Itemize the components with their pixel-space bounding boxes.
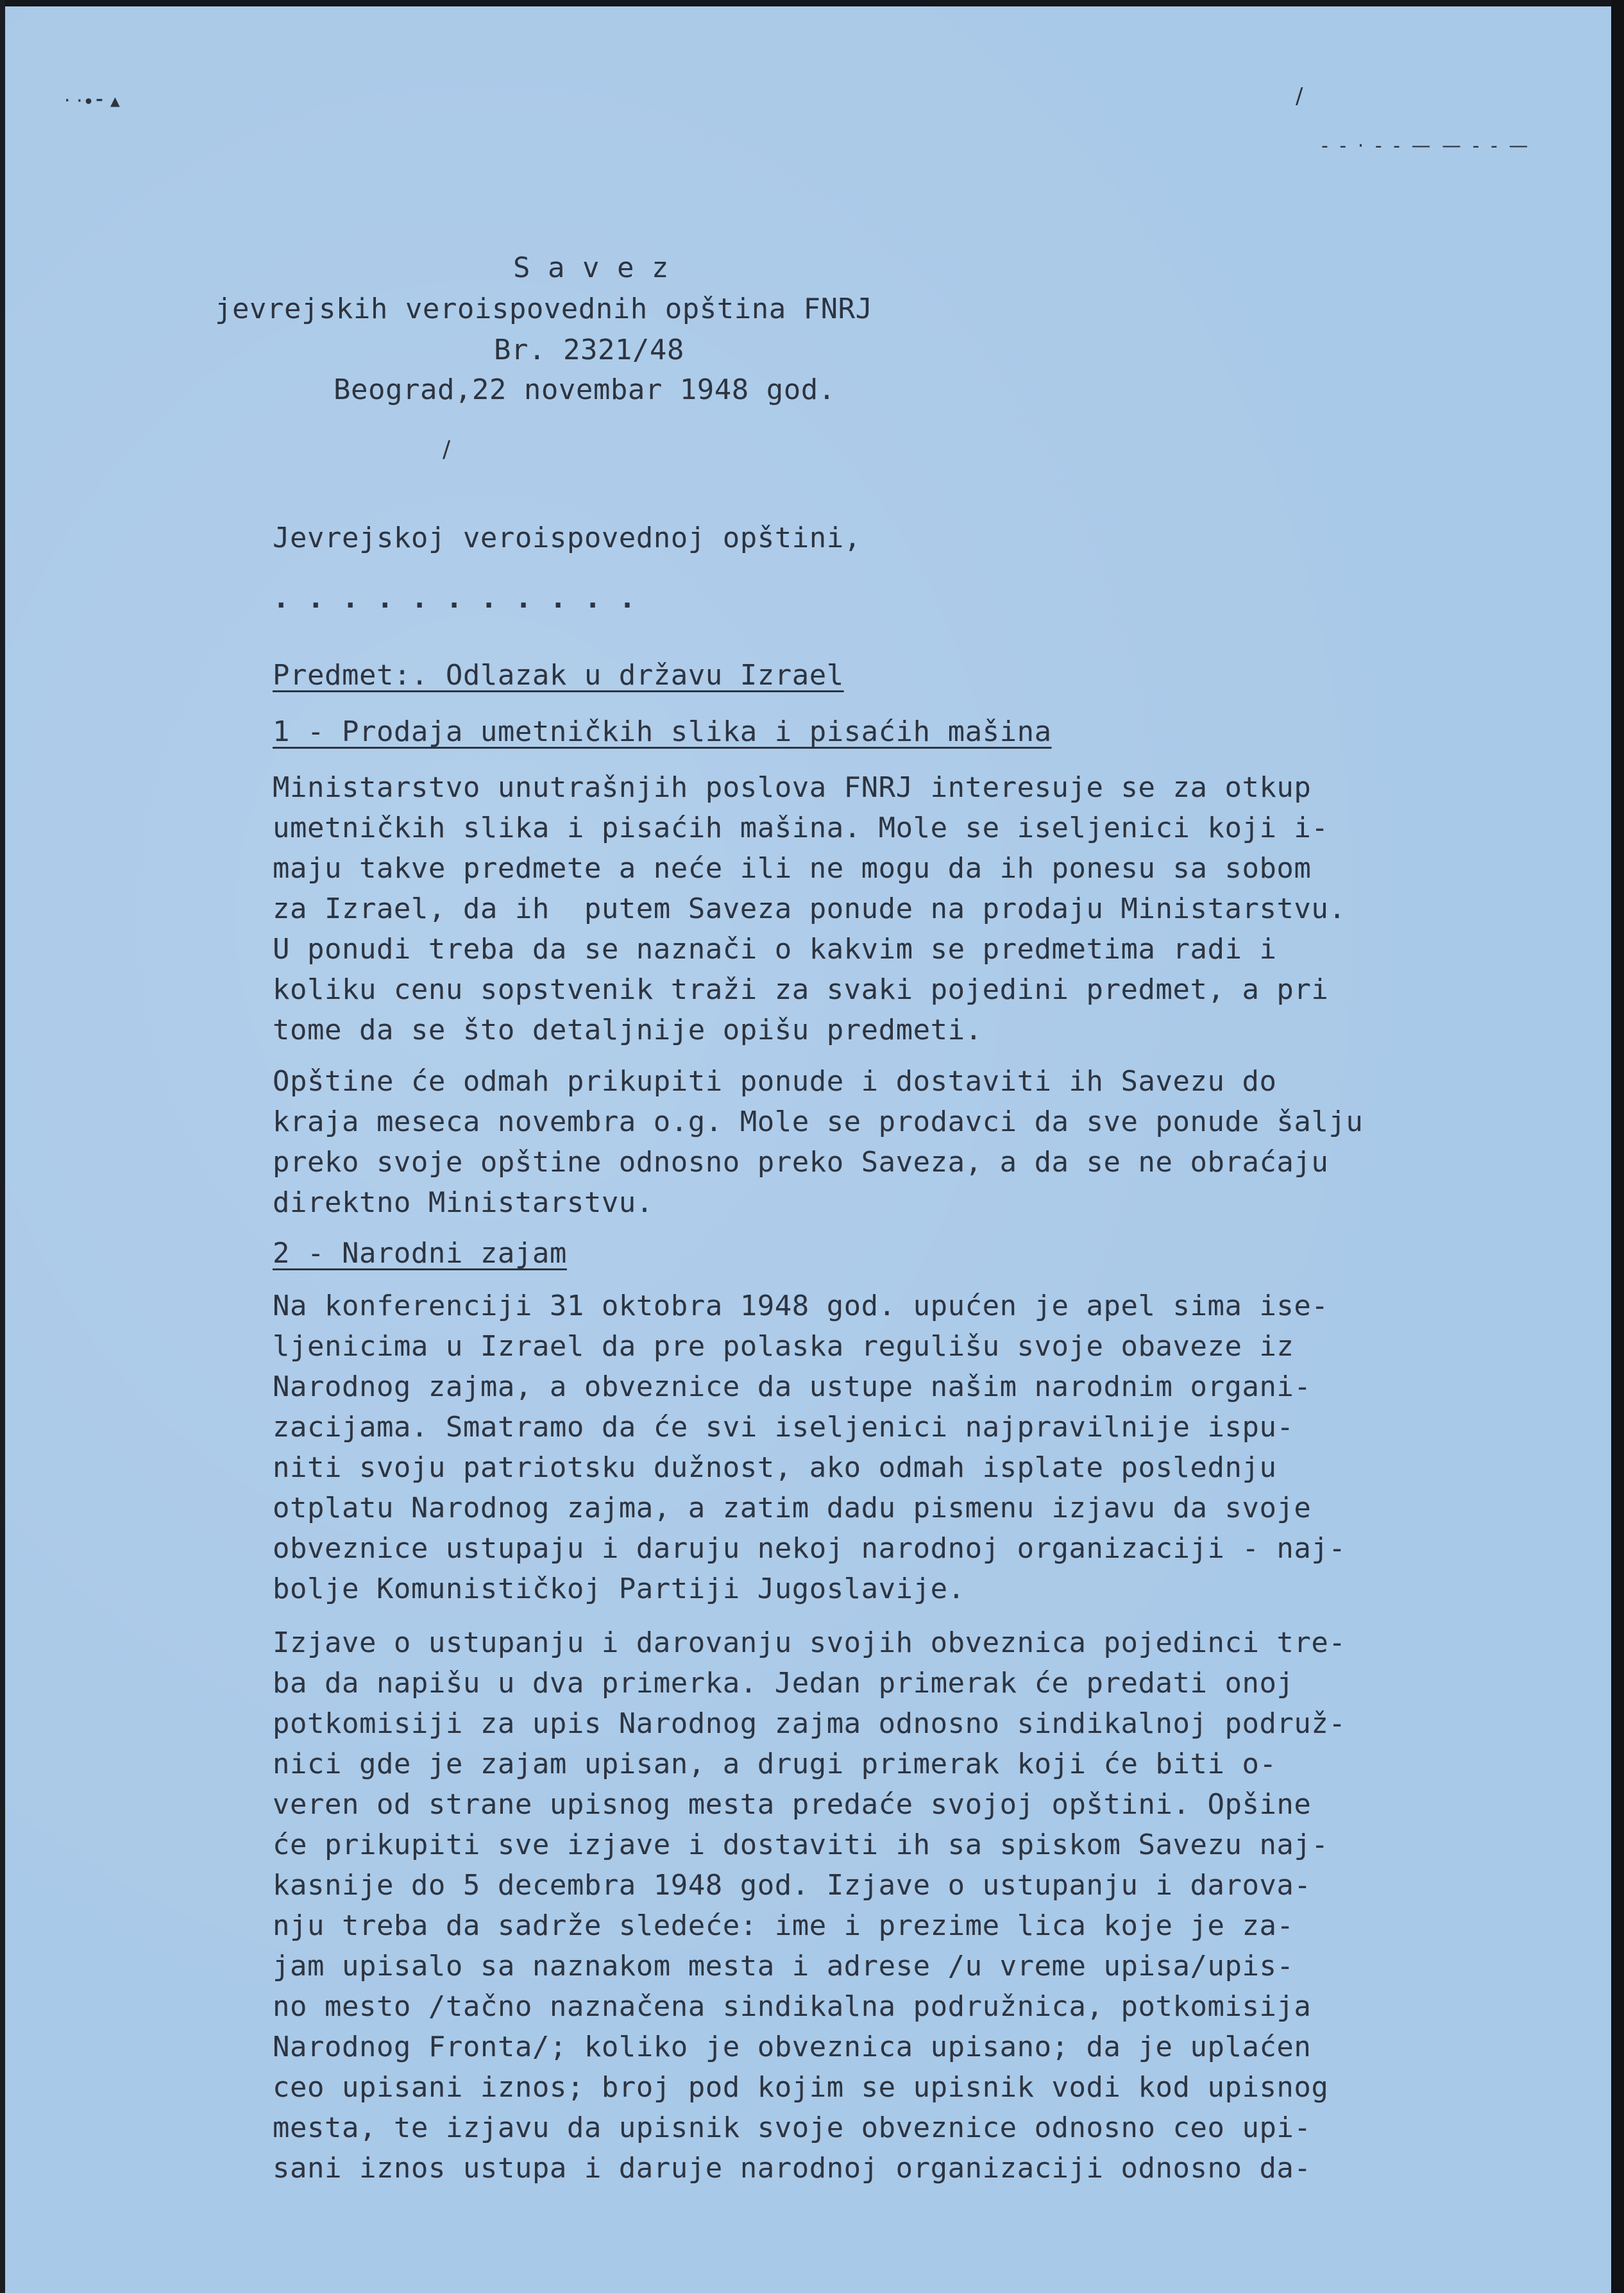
body-line: veren od strane upisnog mesta predaće svojoj opštini. Opšine: [273, 1788, 1312, 1821]
scan-border-right: [1611, 0, 1624, 2293]
body-line: nju treba da sadrže sledeće: ime i prezime lica koje je za-: [273, 1909, 1294, 1942]
org-subtitle: jevrejskih veroispovednih opština FNRJ: [215, 293, 873, 325]
body-line: ceo upisani iznos; broj pod kojim se upisnik vodi kod upisnog: [273, 2071, 1329, 2104]
scan-speck: - - · - - — — - - —: [1321, 135, 1531, 157]
body-line: obveznice ustupaju i daruju nekoj narodnoj organizaciji - naj-: [273, 1532, 1346, 1565]
scan-speck: ‧ ·∙⁃ ▴: [64, 90, 120, 112]
body-line: će prikupiti sve izjave i dostaviti ih sa spiskom Savezu naj-: [273, 1828, 1329, 1861]
org-name: S a v e z: [513, 251, 669, 284]
body-line: U ponudi treba da se naznači o kakvim se predmetima radi i: [273, 933, 1277, 966]
body-line: tome da se što detaljnije opišu predmeti.: [273, 1014, 983, 1046]
body-line: kraja meseca novembra o.g. Mole se prodavci da sve ponude šalju: [273, 1105, 1364, 1138]
body-line: Narodnog zajma, a obveznice da ustupe našim narodnim organi-: [273, 1370, 1312, 1403]
recipient-dots: . . . . . . . . . . .: [273, 582, 636, 615]
scan-border-top: [0, 0, 1624, 6]
body-line: koliku cenu sopstvenik traži za svaki pojedini predmet, a pri: [273, 973, 1329, 1006]
body-line: ljenicima u Izrael da pre polaska regulišu svoje obaveze iz: [273, 1330, 1294, 1363]
body-line: Na konferenciji 31 oktobra 1948 god. upućen je apel sima ise-: [273, 1290, 1329, 1322]
body-line: za Izrael, da ih putem Saveza ponude na prodaju Ministarstvu.: [273, 892, 1346, 925]
recipient-line: Jevrejskoj veroispovednoj opštini,: [273, 522, 861, 554]
scan-speck: /: [1296, 83, 1303, 109]
body-line: sani iznos ustupa i daruje narodnoj organizaciji odnosno da-: [273, 2152, 1312, 2185]
body-line: nici gde je zajam upisan, a drugi primerak koji će biti o-: [273, 1748, 1277, 1780]
body-line: Opštine će odmah prikupiti ponude i dostaviti ih Savezu do: [273, 1065, 1277, 1098]
subject-line: Predmet:. Odlazak u državu Izrael: [273, 659, 844, 692]
body-line: jam upisalo sa naznakom mesta i adrese /u vreme upisa/upis-: [273, 1950, 1294, 1982]
reference-number: Br. 2321/48: [494, 334, 684, 366]
body-line: Izjave o ustupanju i darovanju svojih obveznica pojedinci tre-: [273, 1626, 1346, 1659]
body-line: Narodnog Fronta/; koliko je obveznica upisano; da je uplaćen: [273, 2031, 1312, 2063]
body-line: kasnije do 5 decembra 1948 god. Izjave o ustupanju i darova-: [273, 1869, 1312, 1902]
body-line: mesta, te izjavu da upisnik svoje obveznice odnosno ceo upi-: [273, 2111, 1312, 2144]
section-heading-2: 2 - Narodni zajam: [273, 1237, 567, 1270]
body-line: direktno Ministarstvu.: [273, 1186, 654, 1219]
place-date: Beograd,22 novembar 1948 god.: [334, 373, 836, 406]
body-line: zacijama. Smatramo da će svi iseljenici najpravilnije ispu-: [273, 1411, 1294, 1444]
body-line: no mesto /tačno naznačena sindikalna podružnica, potkomisija: [273, 1990, 1312, 2023]
body-line: ba da napišu u dva primerka. Jedan primerak će predati onoj: [273, 1667, 1294, 1700]
scan-speck: /: [443, 436, 451, 463]
section-heading-1: 1 - Prodaja umetničkih slika i pisaćih mašina: [273, 715, 1052, 748]
body-line: potkomisiji za upis Narodnog zajma odnosno sindikalnoj podruž-: [273, 1707, 1346, 1740]
body-line: bolje Komunističkoj Partiji Jugoslavije.: [273, 1573, 965, 1605]
body-line: preko svoje opštine odnosno preko Saveza, a da se ne obraćaju: [273, 1146, 1329, 1179]
body-line: otplatu Narodnog zajma, a zatim dadu pismenu izjavu da svoje: [273, 1492, 1312, 1524]
body-line: maju takve predmete a neće ili ne mogu da ih ponesu sa sobom: [273, 852, 1312, 885]
body-line: Ministarstvo unutrašnjih poslova FNRJ interesuje se za otkup: [273, 771, 1312, 804]
body-line: niti svoju patriotsku dužnost, ako odmah isplate poslednju: [273, 1451, 1277, 1484]
scan-border-left: [0, 0, 5, 2293]
body-line: umetničkih slika i pisaćih mašina. Mole se iseljenici koji i-: [273, 812, 1329, 844]
